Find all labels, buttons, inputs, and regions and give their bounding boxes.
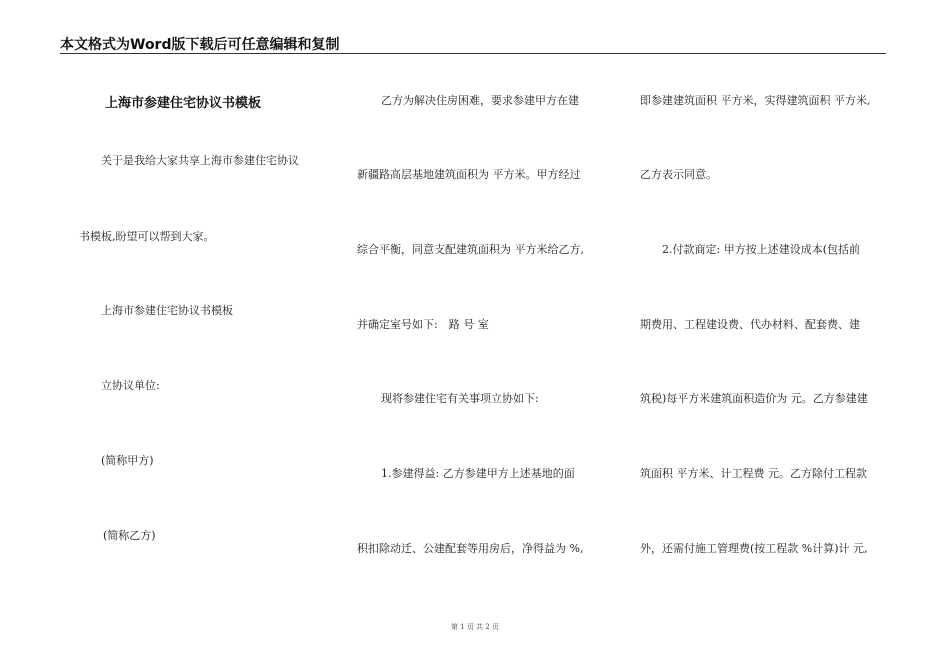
paragraph-line: 并确定室号如下: 路 号 室 [357,318,489,331]
paragraph-line: 关于是我给大家共享上海市参建住宅协议 [101,154,299,167]
paragraph-line: 筑面积 平方米、计工程费 元。乙方除付工程款 [640,467,867,480]
paragraph-line: 现将参建住宅有关事项立协如下: [381,392,539,405]
document-title: 上海市参建住宅协议书模板 [105,96,262,111]
paragraph-line: 乙方为解决住房困难，要求参建甲方在建 [381,94,579,107]
page-number-footer: 第 1 页 共 2 页 [450,623,500,631]
paragraph-line: 综合平衡，同意支配建筑面积为 平方米给乙方, [357,243,584,256]
paragraph-line: (简称乙方) [103,529,156,542]
paragraph-line: 2.付款商定: 甲方按上述建设成本(包括前 [662,243,860,256]
paragraph-line: 新疆路高层基地建筑面积为 平方米。甲方经过 [357,168,581,181]
paragraph-line: 外，还需付施工管理费(按工程款 %计算)计 元, [640,542,868,555]
paragraph-line: 书模板,盼望可以帮到大家。 [79,230,215,243]
paragraph-line: 即参建建筑面积 平方米，实得建筑面积 平方米, [640,94,871,107]
page-header-title: 本文格式为Word版下载后可任意编辑和复制 [60,37,340,53]
paragraph-line: 积扣除动迁、公建配套等用房后，净得益为 %, [357,542,584,555]
paragraph-line: 立协议单位: [101,379,160,392]
paragraph-line: 上海市参建住宅协议书模板 [101,304,233,317]
paragraph-line: 1.参建得益: 乙方参建甲方上述基地的面 [381,467,575,480]
paragraph-line: 乙方表示同意。 [640,168,717,181]
header-divider [60,53,886,54]
paragraph-line: (简称甲方) [101,454,154,467]
paragraph-line: 期费用、工程建设费、代办材料、配套费、建 [640,318,860,331]
paragraph-line: 筑税)每平方米建筑面积造价为 元。乙方参建建 [640,392,868,405]
